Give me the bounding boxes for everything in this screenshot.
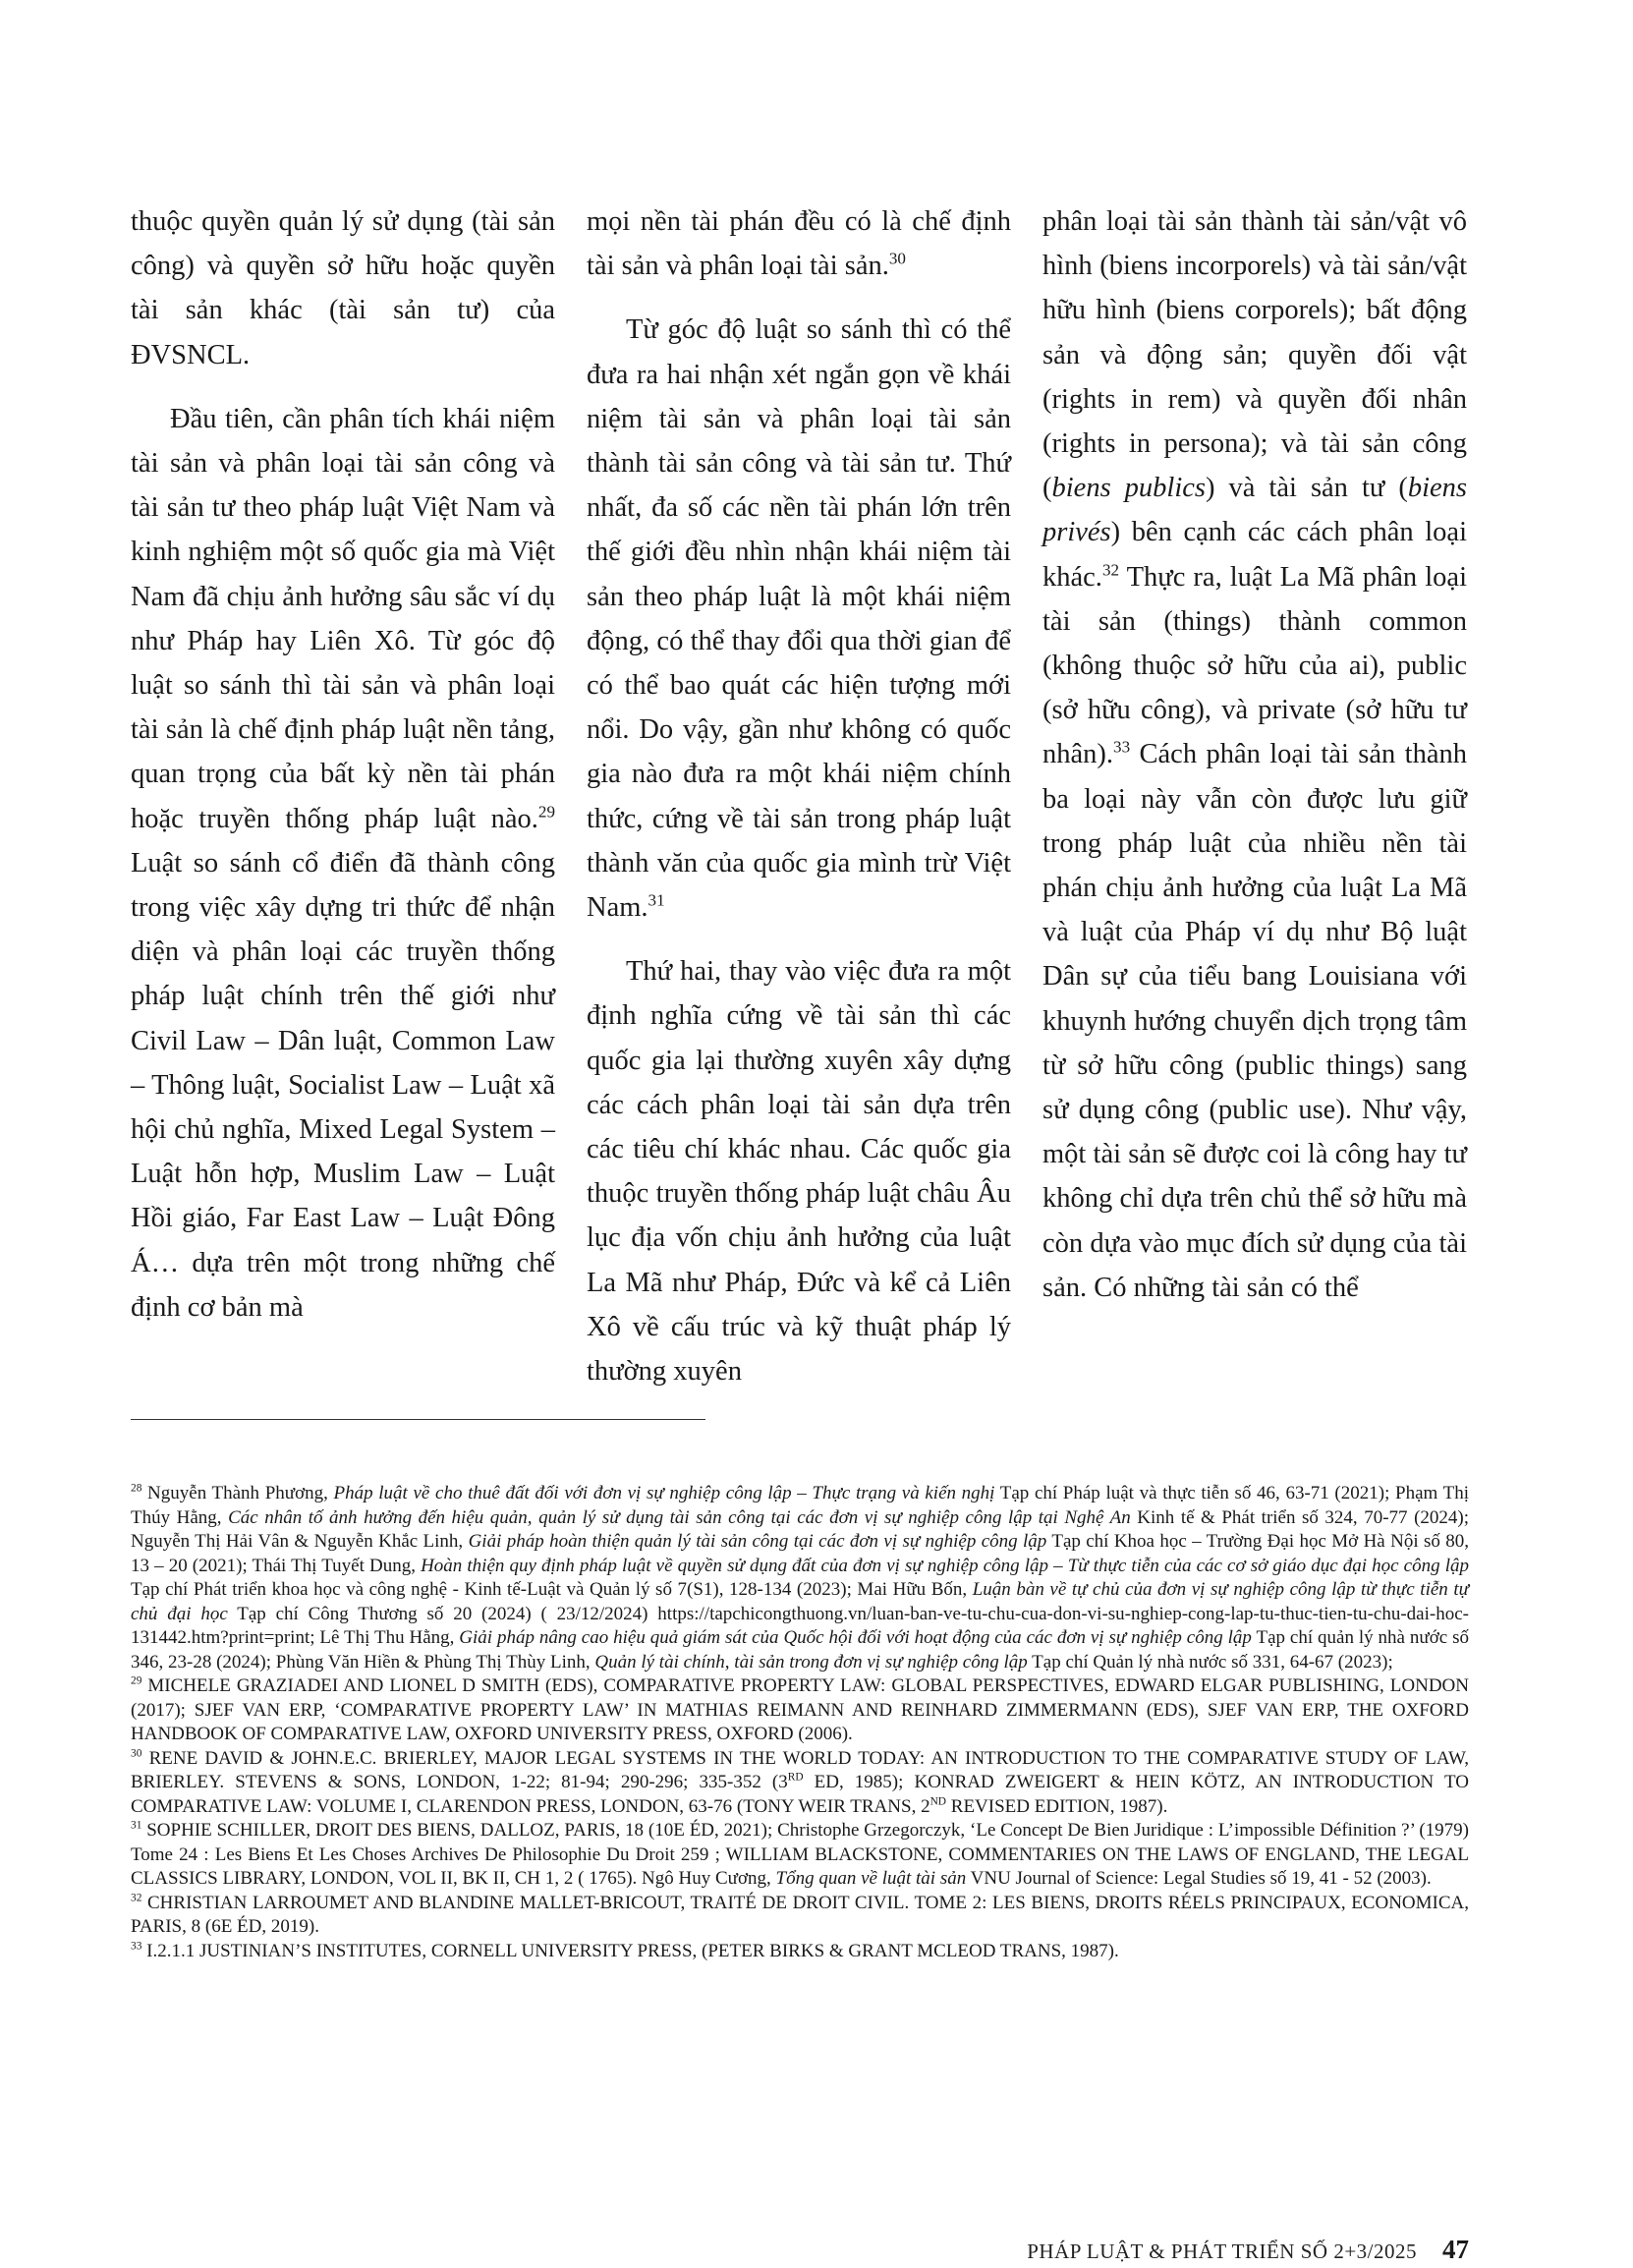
- footnote-ref: 30: [131, 1747, 142, 1760]
- italic-text: Giải pháp nâng cao hiệu quả giám sát của Quốc hội đối với hoạt động của các đơn vị sự nghiệp công lập: [459, 1627, 1252, 1648]
- text-run: Cách phân loại tài sản thành ba loại này vẫn còn được lưu giữ trong pháp luật của nhiều nền tài phán chịu ảnh hưởng của luật La Mã và luật của Pháp ví dụ như Bộ luật Dân sự của tiểu bang Louisiana với khuynh hướng chuyển dịch trọng tâm từ sở hữu công (public things) sang sử dụng công (public use). Như vậy, một tài sản sẽ được coi là công hay tư không chỉ dựa trên chủ thể sở hữu mà còn dựa vào mục đích sử dụng của tài sản. Có những tài sản có thể: [1042, 739, 1467, 1303]
- text-run: ) và tài sản tư (: [1206, 473, 1408, 504]
- italic-text: Các nhân tố ảnh hưởng đến hiệu quản, quản lý sử dụng tài sản công tại các đơn vị sự nghiệp công lập tại Nghệ An: [228, 1506, 1131, 1528]
- text-run: MICHELE GRAZIADEI AND LIONEL D SMITH (EDS), COMPARATIVE PROPERTY LAW: GLOBAL PERSPECTIVES, EDWARD ELGAR PUBLISHING, LONDON (2017); SJEF VAN ERP, ‘COMPARATIVE PROPERTY LAW’ IN MATHIAS REIMANN AND REINHARD ZIMMERMANN (EDS), SJEF VAN ERP, THE OXFORD HANDBOOK OF COMPARATIVE LAW, OXFORD UNIVERSITY PRESS, OXFORD (2006).: [131, 1675, 1469, 1744]
- italic-text: Luận bàn về tự chủ của đơn vị sự nghiệp công lập từ thực tiễn tự chủ đại học: [131, 1579, 1469, 1624]
- text-run: Tạp chí Công Thương số 20 (2024) ( 23/12/2024) https://tapchicongthuong.vn/luan-ban-ve-tu-chu-cua-don-vi-su-nghiep-cong-lap-tu-thuc-tien-tu-chu-dai-hoc-131442.htm?print=print; Lê Thị Thu Hằng,: [131, 1603, 1469, 1648]
- footnote-ref: 32: [1101, 560, 1120, 580]
- footnote: [131, 1747, 1469, 1820]
- paragraph: [131, 199, 555, 377]
- paragraph: [587, 199, 1011, 288]
- footnote: [131, 1892, 1469, 1940]
- journal-title: PHÁP LUẬT & PHÁT TRIỂN SỐ 2+3/2025: [1027, 2240, 1417, 2263]
- text-run: thuộc quyền quản lý sử dụng (tài sản công) và quyền sở hữu hoặc quyền tài sản khác (tài sản tư) của ĐVSNCL.: [131, 206, 555, 370]
- footnote-ref: 29: [131, 1674, 142, 1687]
- footnote-ref: 33: [1113, 737, 1131, 757]
- footnote: [131, 1940, 1469, 1964]
- footnote: [131, 1482, 1469, 1674]
- text-run: Nguyễn Thành Phương,: [141, 1483, 334, 1503]
- text-run: I.2.1.1 JUSTINIAN’S INSTITUTES, CORNELL UNIVERSITY PRESS, (PETER BIRKS & GRANT MCLEOD TRANS, 1987).: [141, 1940, 1119, 1961]
- footnote-ref: ND: [929, 1795, 947, 1808]
- italic-text: Giải pháp hoàn thiện quản lý tài sản công tại các đơn vị sự nghiệp công lập: [468, 1531, 1047, 1552]
- footnote-ref: 32: [131, 1892, 142, 1904]
- footnote: [131, 1819, 1469, 1892]
- italic-text: Hoàn thiện quy định pháp luật về quyền sử dụng đất của đơn vị sự nghiệp công lập – Từ thực tiễn của các cơ sở giáo dục đại học công lập: [421, 1555, 1469, 1576]
- italic-text: Pháp luật về cho thuê đất đối với đơn vị sự nghiệp công lập – Thực trạng và kiến nghị: [333, 1483, 995, 1503]
- text-run: REVISED EDITION, 1987).: [946, 1795, 1168, 1817]
- text-run: Tạp chí quản lý nhà nước số 346, 23-28 (2024); Phùng Văn Hiền & Phùng Thị Thùy Linh,: [131, 1627, 1469, 1673]
- footnote-ref: 31: [131, 1819, 142, 1832]
- text-run: ) bên cạnh các cách phân loại khác.: [1042, 517, 1467, 593]
- text-run: Đầu tiên, cần phân tích khái niệm tài sản và phân loại tài sản công và tài sản tư theo pháp luật Việt Nam và kinh nghiệm một số quốc gia mà Việt Nam đã chịu ảnh hưởng sâu sắc ví dụ như Pháp hay Liên Xô. Từ góc độ luật so sánh thì tài sản và phân loại tài sản là chế định pháp luật nền tảng, quan trọng của bất kỳ nền tài phán hoặc truyền thống pháp luật nào.: [131, 403, 555, 834]
- text-run: Từ góc độ luật so sánh thì có thể đưa ra hai nhận xét ngắn gọn về khái niệm tài sản và phân loại tài sản thành tài sản công và tài sản tư. Thứ nhất, đa số các nền tài phán lớn trên thế giới đều nhìn nhận khái niệm tài sản theo pháp luật là một khái niệm động, có thể thay đổi qua thời gian để có thể bao quát các hiện tượng mới nổi. Do vậy, gần như không có quốc gia nào đưa ra một khái niệm chính thức, cứng về tài sản trong pháp luật thành văn của quốc gia mình trừ Việt Nam.: [587, 314, 1011, 924]
- text-run: mọi nền tài phán đều có là chế định tài sản và phân loại tài sản.: [587, 206, 1011, 282]
- footnote-ref: 29: [537, 802, 555, 822]
- body-column-3: [1042, 199, 1467, 1310]
- text-run: VNU Journal of Science: Legal Studies số 19, 41 - 52 (2003).: [966, 1868, 1432, 1889]
- italic-text: Quản lý tài chính, tài sản trong đơn vị sự nghiệp công lập: [594, 1651, 1028, 1673]
- italic-text: biens publics: [1051, 473, 1207, 504]
- text-run: phân loại tài sản thành tài sản/vật vô hình (biens incorporels) và tài sản/vật hữu hình (biens corporels); bất động sản và động sản; quyền đối vật (rights in rem) và quyền đối nhân (rights in persona); và tài sản công (: [1042, 206, 1467, 504]
- text-run: Tạp chí Khoa học – Trường Đại học Mở Hà Nội số 80, 13 – 20 (2021); Thái Thị Tuyết Dung,: [131, 1531, 1469, 1576]
- footnote-ref: RD: [787, 1771, 804, 1784]
- text-run: Kinh tế & Phát triển số 324, 70-77 (2024); Nguyễn Thị Hải Vân & Nguyễn Khắc Linh,: [131, 1506, 1469, 1552]
- text-run: Tạp chí Pháp luật và thực tiễn số 46, 63-71 (2021); Phạm Thị Thúy Hằng,: [131, 1483, 1469, 1528]
- paragraph: [1042, 199, 1467, 1310]
- footnote-ref: 33: [131, 1940, 142, 1953]
- footnotes: [131, 1482, 1469, 1963]
- body-column-1: [131, 199, 555, 1330]
- footnote: [131, 1674, 1469, 1747]
- footnote-ref: 31: [648, 890, 665, 910]
- text-run: SOPHIE SCHILLER, DROIT DES BIENS, DALLOZ, PARIS, 18 (10E ÉD, 2021); Christophe Grzegorczyk, ‘Le Concept De Bien Juridique : L’impossible Définition ?’ (1979) Tome 24 : Les Biens Et Les Choses Archives De Philosophie Du Droit 259 ; WILLIAM BLACKSTONE, COMMENTARIES ON THE LAWS OF ENGLAND, THE LEGAL CLASSICS LIBRARY, LONDON, VOL II, BK II, CH 1, 2 ( 1765). Ngô Huy Cương,: [131, 1820, 1469, 1889]
- body-column-2: [587, 199, 1011, 1393]
- text-run: Tạp chí Phát triển khoa học và công nghệ - Kinh tế-Luật và Quản lý số 7(S1), 128-134 (2023); Mai Hữu Bốn,: [131, 1579, 973, 1600]
- footnote-ref: 28: [131, 1482, 142, 1495]
- paragraph: [587, 949, 1011, 1393]
- footnote-separator: [131, 1419, 705, 1420]
- text-run: Thực ra, luật La Mã phân loại tài sản (things) thành common (không thuộc sở hữu của ai), public (sở hữu công), và private (sở hữu tư nhân).: [1042, 561, 1467, 770]
- page-number: 47: [1442, 2235, 1469, 2264]
- text-run: Thứ hai, thay vào việc đưa ra một định nghĩa cứng về tài sản thì các quốc gia lại thường xuyên xây dựng các cách phân loại tài sản dựa trên các tiêu chí khác nhau. Các quốc gia thuộc truyền thống pháp luật châu Âu lục địa vốn chịu ảnh hưởng của luật La Mã như Pháp, Đức và kể cả Liên Xô về cấu trúc và kỹ thuật pháp lý thường xuyên: [587, 956, 1011, 1388]
- footnote-ref: 30: [888, 249, 906, 268]
- paragraph: [131, 397, 555, 1330]
- text-run: Tạp chí Quản lý nhà nước số 331, 64-67 (2023);: [1027, 1651, 1393, 1673]
- text-run: Luật so sánh cổ điển đã thành công trong việc xây dựng tri thức để nhận diện và phân loại các truyền thống pháp luật chính trên thế giới như Civil Law – Dân luật, Common Law – Thông luật, Socialist Law – Luật xã hội chủ nghĩa, Mixed Legal System – Luật hỗn hợp, Muslim Law – Luật Hồi giáo, Far East Law – Luật Đông Á… dựa trên một trong những chế định cơ bản mà: [131, 847, 555, 1323]
- text-run: ED, 1985); KONRAD ZWEIGERT & HEIN KÖTZ, AN INTRODUCTION TO COMPARATIVE LAW: VOLUME I, CLARENDON PRESS, LONDON, 63-76 (TONY WEIR TRANS, 2: [131, 1772, 1469, 1817]
- italic-text: biens privés: [1042, 473, 1467, 548]
- paragraph: [587, 308, 1011, 930]
- text-run: RENE DAVID & JOHN.E.C. BRIERLEY, MAJOR LEGAL SYSTEMS IN THE WORLD TODAY: AN INTRODUCTION TO THE COMPARATIVE STUDY OF LAW, BRIERLEY. STEVENS & SONS, LONDON, 1-22; 81-94; 290-296; 335-352 (3: [131, 1747, 1469, 1792]
- page-footer: [1027, 2235, 1469, 2264]
- italic-text: Tổng quan về luật tài sản: [775, 1868, 967, 1889]
- text-run: CHRISTIAN LARROUMET AND BLANDINE MALLET-BRICOUT, TRAITÉ DE DROIT CIVIL. TOME 2: LES BIENS, DROITS RÉELS PRINCIPAUX, ECONOMICA, PARIS, 8 (6E ÉD, 2019).: [131, 1892, 1469, 1937]
